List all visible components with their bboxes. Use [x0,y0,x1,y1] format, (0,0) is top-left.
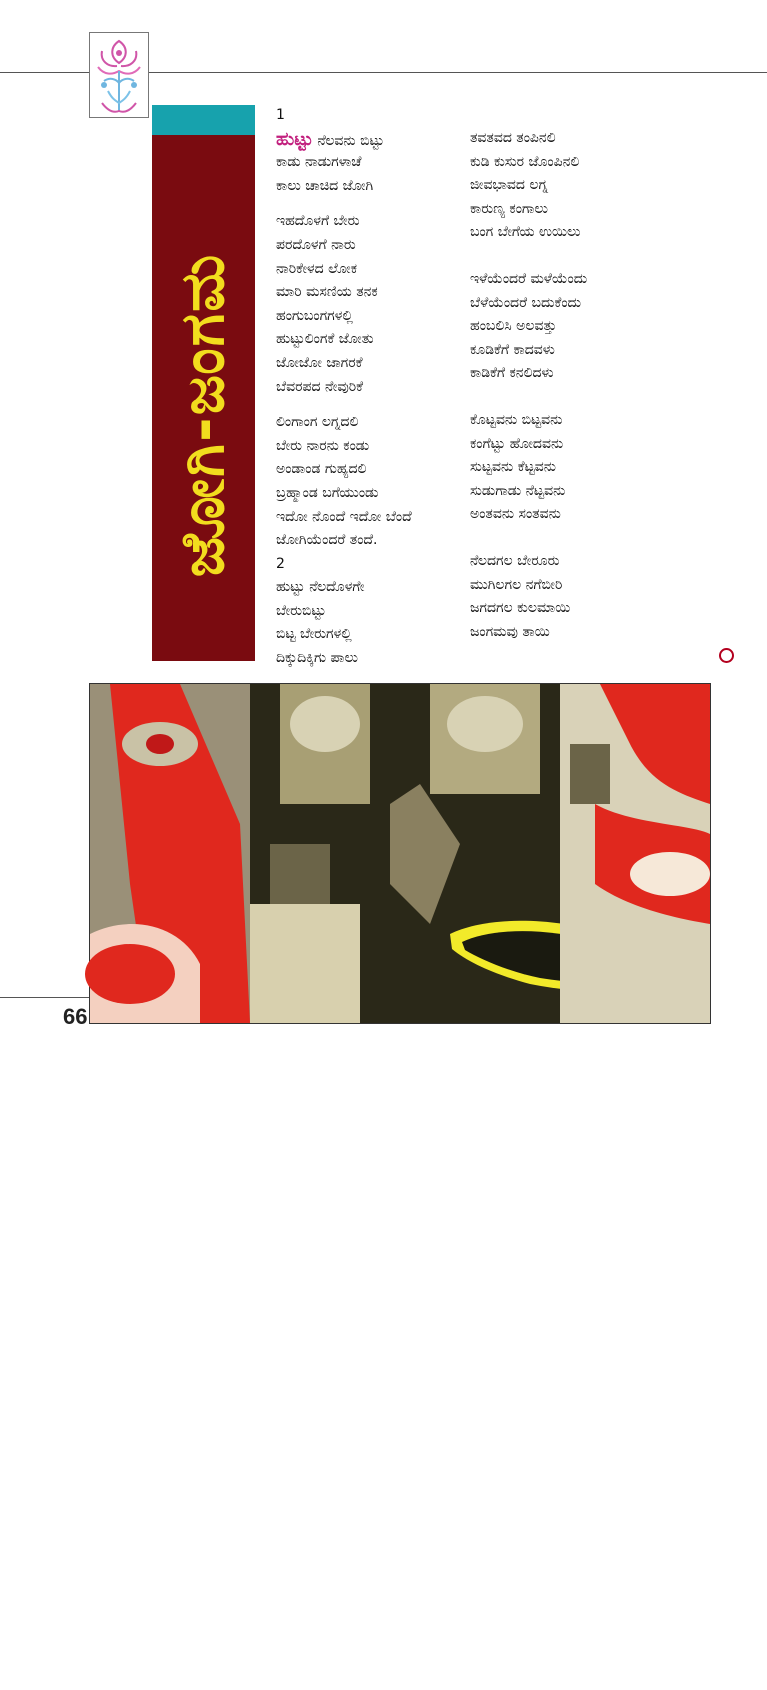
poem-line: ಹಂಗುಬಂಗಗಳಲ್ಲಿ [276,307,353,324]
poem-column-left [276,104,466,671]
footer-rule [0,997,89,998]
lotus-ornament-icon [89,32,149,118]
poem-line: ಕಾಡು ನಾಡುಗಳಾಚೆ [276,154,362,171]
poem-line: ಪರದೊಳಗೆ ನಾರು [276,236,356,253]
poem-line: ಜೋಜೋ ಜಾಗರಕೆ [276,354,363,371]
poem-line: ಮುಗಿಲಗಲ ನಗೆಬೀರಿ [470,576,563,593]
poem-line: ಮಾರಿ ಮಸಣಿಯ ತನಕ [276,284,378,301]
poem-line: ಜೀವಭಾವದ ಲಗ್ನ [470,177,548,194]
title-accent-bar [152,105,255,135]
poem-line: ಅಂತವನು ಸಂತವನು [470,506,561,523]
poem-line: ದಿಕ್ಕುದಿಕ್ಕಿಗು ಪಾಲು [276,650,358,667]
poem-line: ಹಂಬಲಿಸಿ ಅಲವತ್ತು [470,318,557,335]
section-number: 2 [276,555,285,572]
poem-line: ಕಾಲು ಚಾಚಿದ ಜೋಗಿ [276,177,374,194]
poem-first-line-rest: ನೆಲವನು ಬಿಟ್ಟು [312,132,385,149]
poem-line: ಬಂಗ ಬೇಗೆಯ ಉಯಿಲು [470,224,581,241]
page-number: 66 [63,1004,88,1029]
poem-line: ಕೂಡಿಕೆಗೆ ಕಾದವಳು [470,341,555,358]
poem-line: ನೆಲದಗಲ ಬೇರೂರು [470,552,560,569]
poem-line: ಅಂಡಾಂಡ ಗುಹ್ಯದಲಿ [276,461,367,478]
artist-signature: Vishnu [692,1673,745,1690]
poem-line: ಲಿಂಗಾಂಗ ಲಗ್ನದಲಿ [276,414,359,431]
poem-line: ಜೋಗಿಯೆಂದರೆ ತಂದೆ. [276,532,378,549]
poem-line: ಕಂಗೆಟ್ಟು ಹೋದವನು [470,435,564,452]
poem-line: ಸುಟ್ಟವನು ಕೆಟ್ಟವನು [470,459,556,476]
poem-line: ಹುಟ್ಟುಲಿಂಗಕೆ ಜೋತು [276,331,374,348]
poem-first-line [276,128,466,152]
poem-line: ಜಂಗಮವು ತಾಯಿ [470,623,550,640]
poem-line: ಬೆಳೆಯೆಂದರೆ ಬದುಕೆಂದು [470,294,582,311]
poem-line: ಕಾಡಿಕೆಗೆ ಕನಲಿದಳು [470,365,554,382]
poem-title: ಜೋಗಿ-ಜಂಗಮ [168,252,238,578]
poem-line: ಕಾರುಣ್ಯ ಕಂಗಾಲು [470,200,548,217]
poem-line: ಬೆವರಪದ ನೇವುರಿಕೆ [276,378,364,395]
poem-line: ತವತವದ ತಂಪಿನಲಿ [470,130,556,146]
poem-line: ಇಹದೊಳಗೆ ಬೇರು [276,213,360,230]
poem-first-word: ಹುಟ್ಟು [276,128,313,150]
poem-line: ಕೊಟ್ಟವನು ಬಿಟ್ಟವನು [470,411,563,428]
end-mark-icon [719,648,734,663]
poem-line: ಬೇರುಬಿಟ್ಟು [276,602,327,619]
poem-line: ಇಳೆಯೆಂದರೆ ಮಳೆಯೆಂದು [470,270,588,287]
illustration [89,683,745,1690]
poem-line: ಜಗದಗಲ ಕುಲಮಾಯಿ [470,600,571,617]
section-number: 1 [276,107,285,123]
poem-column-right [470,127,660,644]
poem-line: ಇದೋ ನೊಂದೆ ಇದೋ ಬೆಂದೆ [276,508,412,525]
poem-line: ಬಿಟ್ಟ ಬೇರುಗಳಲ್ಲಿ [276,626,352,643]
poem-line: ಹುಟ್ಟು ನೆಲದೊಳಗೇ [276,579,365,596]
poem-line: ಸುಡುಗಾಡು ನೆಟ್ಟವನು [470,482,566,499]
title-panel [152,105,255,661]
poem-line: ಬೇರು ನಾರನು ಕಂಡು [276,437,370,454]
poem-line: ಬ್ರಹ್ಮಾಂಡ ಬಗೆಯುಂಡು [276,484,379,501]
poem-line: ಕುಡಿ ಕುಸುರ ಜೊಂಪಿನಲಿ [470,153,580,170]
poem-line: ನಾರಿಕೇಳದ ಲೋಕ [276,260,358,277]
